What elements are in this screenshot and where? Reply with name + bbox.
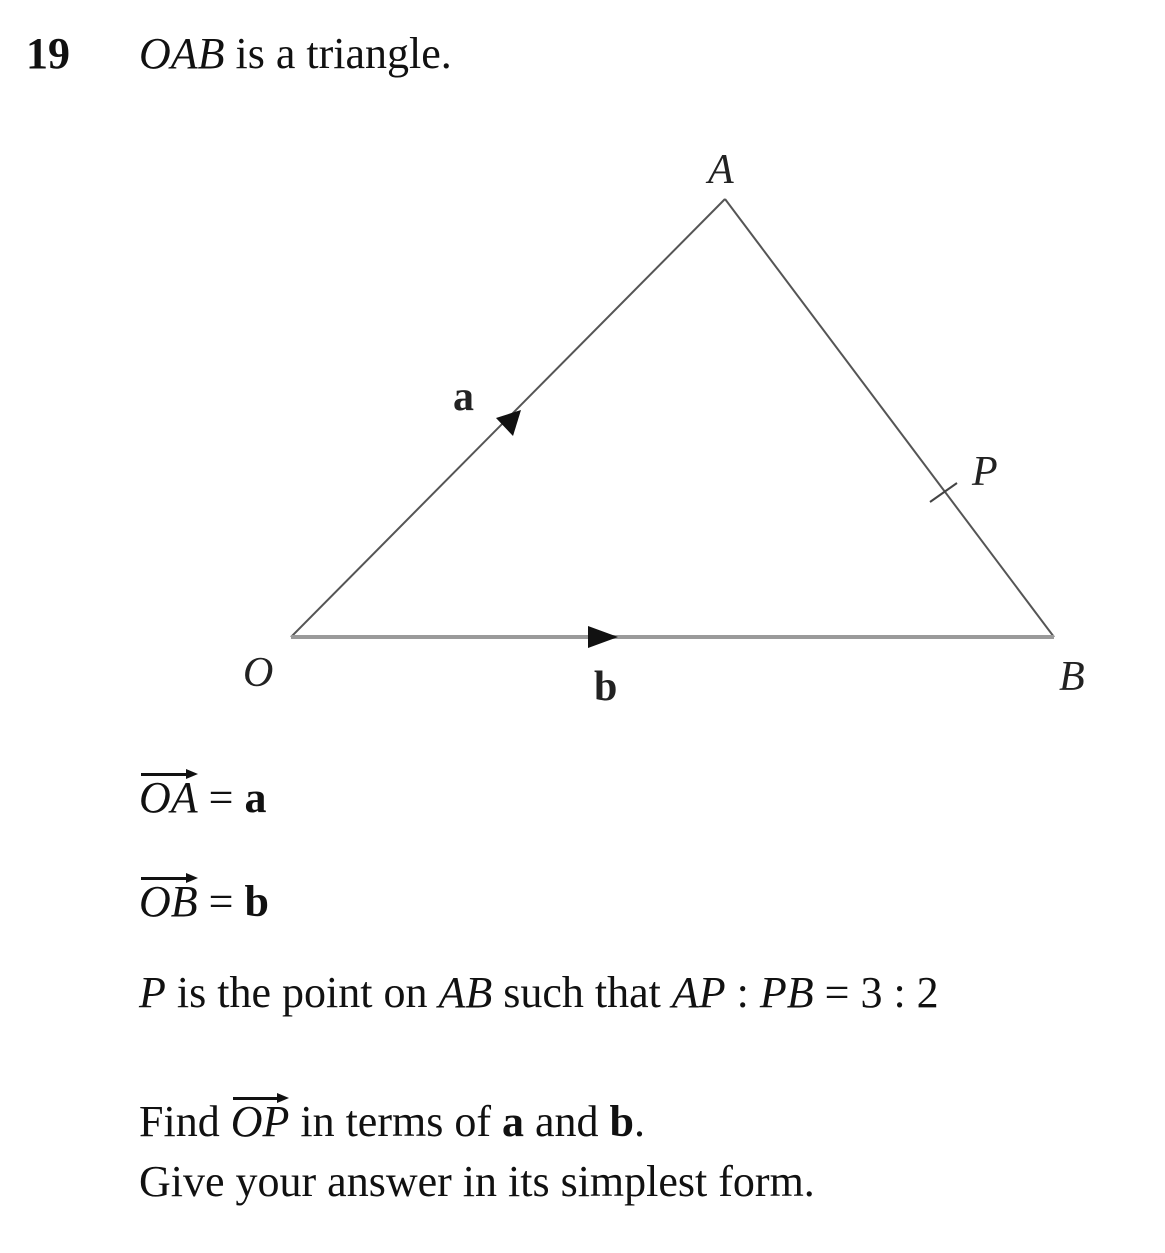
vertex-label-b: B [1059, 654, 1085, 700]
point-label-p: P [972, 449, 998, 495]
vector-label-b: b [594, 664, 618, 710]
vector-op: OP [231, 1096, 290, 1148]
vector-oa: OA [139, 772, 198, 824]
side-ab [725, 199, 1054, 637]
vector-arrow-icon [231, 1092, 290, 1104]
arrow-a-icon [496, 410, 521, 436]
question-number: 19 [26, 29, 70, 78]
triangle-name: OAB [139, 29, 225, 78]
statement-oa: OA = a [139, 772, 266, 824]
arrow-b-icon [588, 626, 618, 648]
statement-ob: OB = b [139, 876, 269, 928]
vector-ob: OB [139, 876, 198, 928]
vertex-label-o: O [243, 650, 274, 696]
instruction-simplest-form: Give your answer in its simplest form. [139, 1157, 815, 1206]
instruction-find: Find OP in terms of a and b. [139, 1096, 645, 1148]
statement-p-definition: P is the point on AB such that AP : PB = 3 : 2 [139, 968, 939, 1017]
vector-label-a: a [453, 374, 474, 420]
vector-arrow-icon [139, 768, 198, 780]
title-text: is a triangle. [224, 29, 452, 78]
vertex-label-a: A [708, 147, 734, 193]
vector-arrow-icon [139, 872, 198, 884]
p-tick-mark [930, 483, 957, 502]
